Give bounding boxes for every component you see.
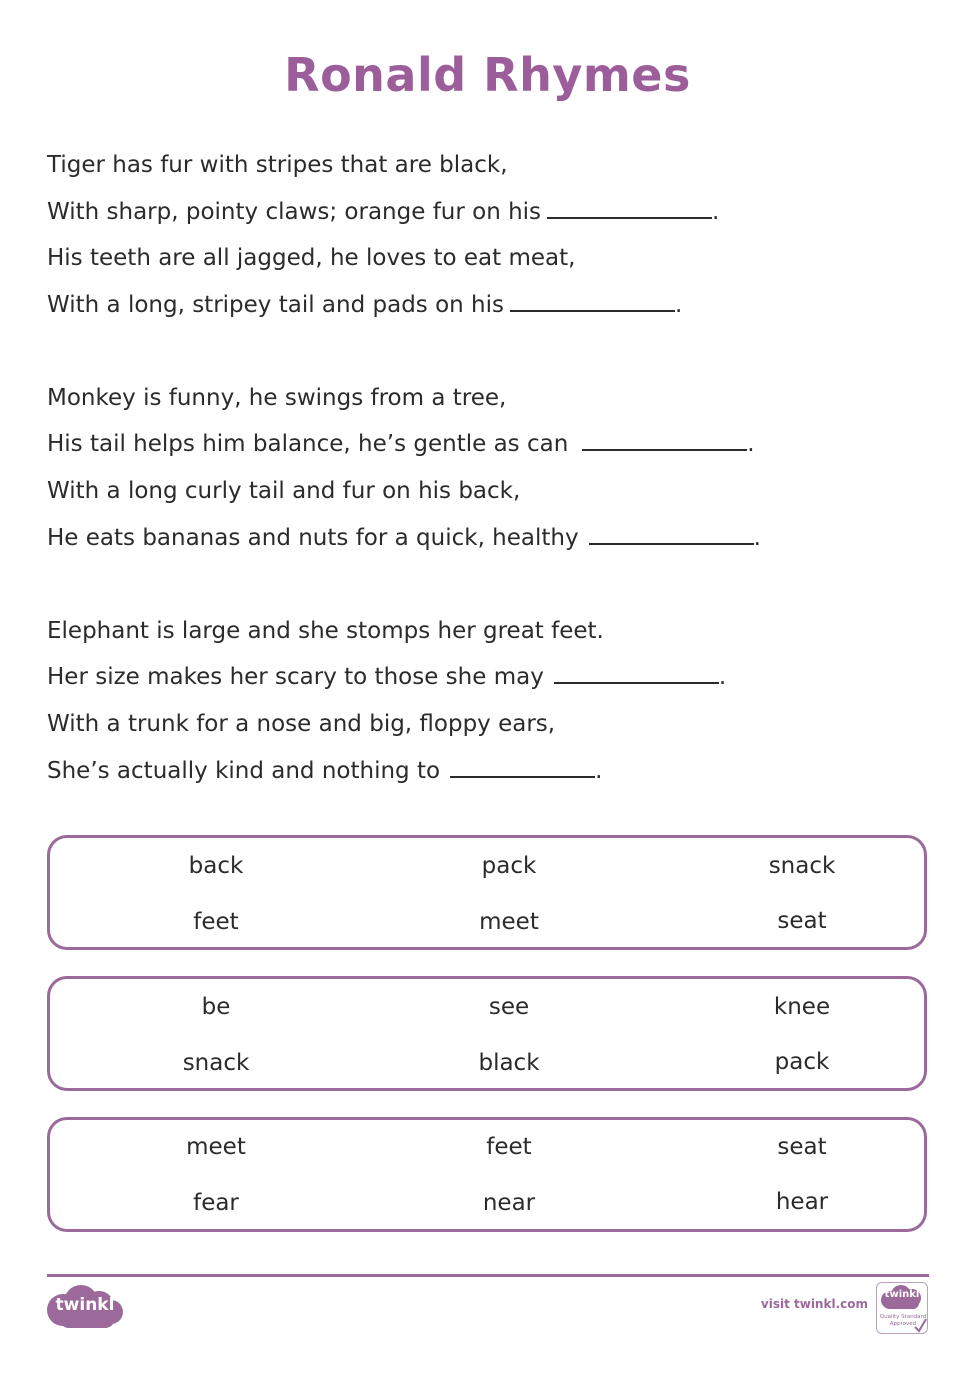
word-option[interactable]: back [188, 853, 244, 879]
poem-line [47, 235, 927, 282]
logo-text: twinkl [55, 1295, 115, 1315]
stanza-monkey [47, 375, 927, 562]
poem-line-text: She’s actually kind and nothing to [47, 757, 441, 784]
word-option[interactable]: pack [774, 1049, 830, 1075]
poem-line-text: Elephant is large and she stomps her great feet. [47, 617, 604, 644]
word-option[interactable]: see [488, 994, 530, 1020]
badge-text-2: Approved [889, 1321, 917, 1327]
answer-blank[interactable] [589, 543, 754, 545]
word-option[interactable]: fear [193, 1190, 239, 1216]
word-option[interactable]: feet [486, 1134, 532, 1160]
quality-badge [876, 1282, 928, 1334]
twinkl-logo [45, 1284, 125, 1330]
word-option[interactable]: meet [479, 909, 539, 935]
word-bank-1 [47, 835, 927, 950]
poem-line-text: Monkey is funny, he swings from a tree, [47, 384, 507, 411]
answer-blank[interactable] [582, 449, 747, 451]
poem-line [47, 608, 927, 655]
poem-line-text: With a long curly tail and fur on his back, [47, 478, 521, 505]
stanza-tiger [47, 142, 927, 329]
word-option[interactable]: near [482, 1190, 536, 1216]
poem-line: His tail helps him balance, he’s gentle as can . [47, 431, 755, 458]
poem-line-text: With sharp, pointy claws; orange fur on his [47, 198, 542, 225]
answer-blank[interactable] [554, 682, 719, 684]
word-option[interactable]: feet [193, 909, 239, 935]
footer-divider [47, 1274, 929, 1277]
poem-line-text: Tiger has fur with stripes that are black, [47, 152, 508, 178]
poem [47, 142, 927, 840]
poem-line: She’s actually kind and nothing to . [47, 757, 603, 784]
poem-line [47, 701, 927, 748]
word-bank-3 [47, 1117, 927, 1232]
word-bank-2 [47, 976, 927, 1091]
poem-line [47, 468, 927, 515]
poem-line: He eats bananas and nuts for a quick, healthy . [47, 524, 761, 551]
poem-line-text: His teeth are all jagged, he loves to eat meat, [47, 245, 576, 272]
badge-logo-text: twinkl [884, 1289, 920, 1300]
poem-line: With a long, stripey tail and pads on his . [47, 292, 683, 319]
answer-blank[interactable] [450, 776, 595, 778]
word-option[interactable]: snack [768, 853, 836, 879]
word-option[interactable]: snack [182, 1050, 250, 1076]
word-option[interactable]: black [478, 1050, 540, 1076]
poem-line-text: His tail helps him balance, he’s gentle as can [47, 431, 569, 458]
word-option[interactable]: be [201, 994, 231, 1020]
stanza-elephant [47, 608, 927, 795]
word-option[interactable]: meet [186, 1134, 246, 1160]
word-option[interactable]: seat [777, 1134, 827, 1160]
poem-line-text: Her size makes her scary to those she may [47, 664, 544, 691]
poem-line: Her size makes her scary to those she may . [47, 664, 727, 691]
word-option[interactable]: seat [777, 908, 827, 934]
visit-link[interactable]: visit twinkl.com [760, 1297, 868, 1311]
poem-line-text: With a long, stripey tail and pads on his [47, 292, 505, 319]
page-title: Ronald Rhymes [284, 48, 691, 102]
poem-line [47, 375, 927, 422]
answer-blank[interactable] [547, 217, 712, 219]
poem-line: With sharp, pointy claws; orange fur on his . [47, 198, 720, 225]
answer-blank[interactable] [510, 310, 675, 312]
badge-text-1: Quality Standard [879, 1314, 927, 1320]
poem-line-text: With a trunk for a nose and big, floppy ears, [47, 710, 556, 737]
word-option[interactable]: hear [775, 1189, 829, 1215]
word-option[interactable]: knee [773, 994, 831, 1020]
word-option[interactable]: pack [481, 853, 537, 879]
poem-line [47, 142, 927, 189]
poem-line-text: He eats bananas and nuts for a quick, healthy [47, 524, 579, 551]
